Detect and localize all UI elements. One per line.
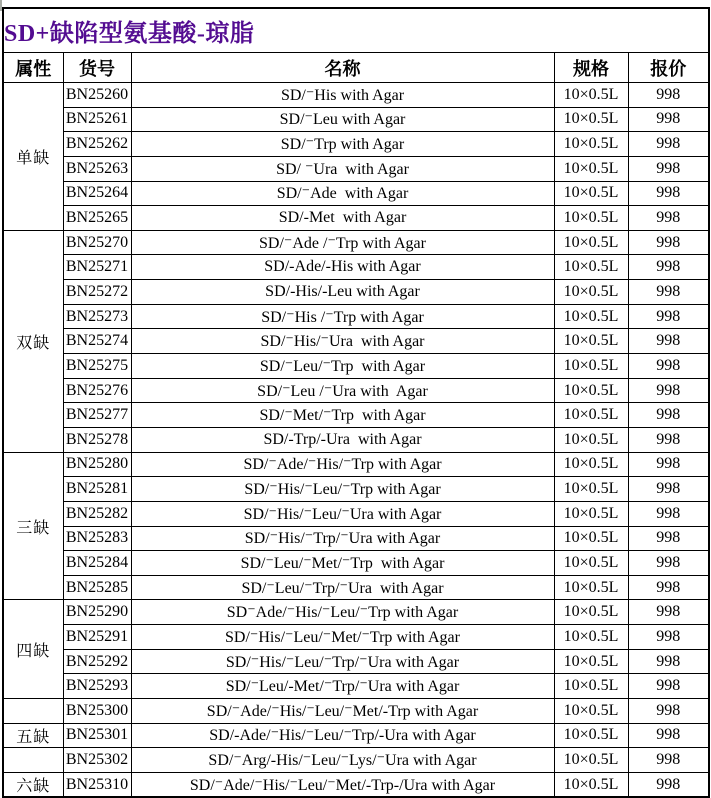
price-cell: 998 (628, 107, 709, 132)
header-row (3, 53, 709, 83)
table-row (3, 255, 709, 280)
group-label-empty (3, 699, 63, 724)
name-cell: SD/⁻Ade with Agar (131, 181, 554, 206)
price-cell: 998 (628, 674, 709, 699)
table-row (3, 156, 709, 181)
sku-cell: BN25274 (63, 329, 131, 354)
price-cell: 998 (628, 255, 709, 280)
spec-cell: 10×0.5L (554, 477, 628, 502)
price-cell: 998 (628, 304, 709, 329)
table-row (3, 674, 709, 699)
sku-cell: BN25263 (63, 156, 131, 181)
table-row (3, 107, 709, 132)
spec-cell: 10×0.5L (554, 403, 628, 428)
name-cell: SD/⁻His/⁻Leu/⁻Trp/⁻Ura with Agar (131, 649, 554, 674)
name-cell: SD/⁻Leu/⁻Trp/⁻Ura with Agar (131, 575, 554, 600)
name-cell: SD/⁻Ade /⁻Trp with Agar (131, 230, 554, 255)
name-cell: SD/⁻His with Agar (131, 83, 554, 108)
spec-cell: 10×0.5L (554, 304, 628, 329)
price-cell: 998 (628, 625, 709, 650)
spec-cell: 10×0.5L (554, 452, 628, 477)
group-label-triple-dropout: 三缺 (3, 452, 63, 600)
sku-cell: BN25310 (63, 772, 131, 797)
name-cell: SD/⁻Ade/⁻His/⁻Leu/⁻Met/-Trp with Agar (131, 699, 554, 724)
price-cell: 998 (628, 378, 709, 403)
product-price-table (2, 7, 710, 798)
sku-cell: BN25265 (63, 206, 131, 231)
table-row (3, 280, 709, 305)
name-cell: SD/-Ade/-His with Agar (131, 255, 554, 280)
group-label-sextuple-dropout: 六缺 (3, 772, 63, 797)
sku-cell: BN25262 (63, 132, 131, 157)
table-row (3, 83, 709, 108)
sku-cell: BN25285 (63, 575, 131, 600)
sku-cell: BN25293 (63, 674, 131, 699)
spec-cell: 10×0.5L (554, 699, 628, 724)
group-label-quadruple-dropout: 四缺 (3, 600, 63, 699)
spec-cell: 10×0.5L (554, 674, 628, 699)
table-row (3, 526, 709, 551)
price-cell: 998 (628, 83, 709, 108)
table-row (3, 748, 709, 773)
sku-cell: BN25261 (63, 107, 131, 132)
table-row (3, 699, 709, 724)
sku-cell: BN25281 (63, 477, 131, 502)
table-row (3, 378, 709, 403)
sku-cell: BN25271 (63, 255, 131, 280)
spec-cell: 10×0.5L (554, 723, 628, 748)
sku-cell: BN25302 (63, 748, 131, 773)
price-cell: 998 (628, 156, 709, 181)
name-cell: SD/⁻His/⁻Leu/⁻Trp with Agar (131, 477, 554, 502)
price-cell: 998 (628, 748, 709, 773)
name-cell: SD/⁻His /⁻Trp with Agar (131, 304, 554, 329)
col-header-code: 货号 (63, 53, 131, 83)
price-cell: 998 (628, 600, 709, 625)
spec-cell: 10×0.5L (554, 83, 628, 108)
table-row (3, 649, 709, 674)
spec-cell: 10×0.5L (554, 230, 628, 255)
spec-cell: 10×0.5L (554, 427, 628, 452)
spec-cell: 10×0.5L (554, 772, 628, 797)
price-cell: 998 (628, 132, 709, 157)
price-cell: 998 (628, 649, 709, 674)
spec-cell: 10×0.5L (554, 649, 628, 674)
spec-cell: 10×0.5L (554, 181, 628, 206)
table-row (3, 206, 709, 231)
table-row (3, 329, 709, 354)
spec-cell: 10×0.5L (554, 255, 628, 280)
price-cell: 998 (628, 206, 709, 231)
group-label-single-dropout: 单缺 (3, 83, 63, 231)
price-cell: 998 (628, 526, 709, 551)
name-cell: SD/⁻His/⁻Leu/⁻Ura with Agar (131, 501, 554, 526)
spec-cell: 10×0.5L (554, 526, 628, 551)
table-row (3, 230, 709, 255)
sku-cell: BN25283 (63, 526, 131, 551)
price-cell: 998 (628, 452, 709, 477)
sku-cell: BN25290 (63, 600, 131, 625)
price-cell: 998 (628, 575, 709, 600)
name-cell: SD/⁻His/⁻Leu/⁻Met/⁻Trp with Agar (131, 625, 554, 650)
spec-cell: 10×0.5L (554, 107, 628, 132)
table-row (3, 501, 709, 526)
sku-cell: BN25273 (63, 304, 131, 329)
price-cell: 998 (628, 354, 709, 379)
spec-cell: 10×0.5L (554, 600, 628, 625)
spec-cell: 10×0.5L (554, 501, 628, 526)
spec-cell: 10×0.5L (554, 156, 628, 181)
group-label-double-dropout: 双缺 (3, 230, 63, 452)
table-row (3, 477, 709, 502)
sku-cell: BN25276 (63, 378, 131, 403)
spec-cell: 10×0.5L (554, 132, 628, 157)
group-label-empty (3, 748, 63, 773)
table-row (3, 452, 709, 477)
name-cell: SD/⁻Leu /⁻Ura with Agar (131, 378, 554, 403)
spec-cell: 10×0.5L (554, 329, 628, 354)
name-cell: SD/⁻Leu/-Met/⁻Trp/⁻Ura with Agar (131, 674, 554, 699)
price-cell: 998 (628, 181, 709, 206)
table-row (3, 551, 709, 576)
sku-cell: BN25284 (63, 551, 131, 576)
name-cell: SD/⁻Trp with Agar (131, 132, 554, 157)
table-row (3, 427, 709, 452)
price-cell: 998 (628, 772, 709, 797)
table-row (3, 723, 709, 748)
sku-cell: BN25275 (63, 354, 131, 379)
name-cell: SD/-Trp/-Ura with Agar (131, 427, 554, 452)
name-cell: SD/⁻His/⁻Ura with Agar (131, 329, 554, 354)
price-cell: 998 (628, 329, 709, 354)
col-header-name: 名称 (131, 53, 554, 83)
price-cell: 998 (628, 280, 709, 305)
price-cell: 998 (628, 501, 709, 526)
spec-cell: 10×0.5L (554, 575, 628, 600)
spec-cell: 10×0.5L (554, 206, 628, 231)
sku-cell: BN25291 (63, 625, 131, 650)
col-header-price: 报价 (628, 53, 709, 83)
table-row (3, 575, 709, 600)
sku-cell: BN25292 (63, 649, 131, 674)
table-row (3, 181, 709, 206)
sku-cell: BN25280 (63, 452, 131, 477)
price-cell: 998 (628, 477, 709, 502)
sku-cell: BN25301 (63, 723, 131, 748)
table-row (3, 625, 709, 650)
price-cell: 998 (628, 723, 709, 748)
sku-cell: BN25278 (63, 427, 131, 452)
sku-cell: BN25300 (63, 699, 131, 724)
name-cell: SD/⁻Ade/⁻His/⁻Leu/⁻Met/-Trp-/Ura with Agar (131, 772, 554, 797)
price-cell: 998 (628, 699, 709, 724)
spec-cell: 10×0.5L (554, 354, 628, 379)
sku-cell: BN25270 (63, 230, 131, 255)
table-row (3, 304, 709, 329)
sku-cell: BN25260 (63, 83, 131, 108)
price-cell: 998 (628, 403, 709, 428)
spec-cell: 10×0.5L (554, 280, 628, 305)
name-cell: SD/⁻Leu with Agar (131, 107, 554, 132)
name-cell: SD/-Ade/⁻His/⁻Leu/⁻Trp/-Ura with Agar (131, 723, 554, 748)
price-cell: 998 (628, 230, 709, 255)
sku-cell: BN25277 (63, 403, 131, 428)
table-row (3, 772, 709, 797)
name-cell: SD/⁻His/⁻Trp/⁻Ura with Agar (131, 526, 554, 551)
page-title: SD+缺陷型氨基酸-琼脂 (3, 8, 709, 53)
sku-cell: BN25264 (63, 181, 131, 206)
name-cell: SD/⁻Leu/⁻Met/⁻Trp with Agar (131, 551, 554, 576)
spec-cell: 10×0.5L (554, 625, 628, 650)
group-label-quintuple-dropout: 五缺 (3, 723, 63, 748)
name-cell: SD⁻Ade/⁻His/⁻Leu/⁻Trp with Agar (131, 600, 554, 625)
spec-cell: 10×0.5L (554, 748, 628, 773)
table-row (3, 132, 709, 157)
price-cell: 998 (628, 427, 709, 452)
name-cell: SD/⁻Arg/-His/⁻Leu/⁻Lys/⁻Ura with Agar (131, 748, 554, 773)
sku-cell: BN25272 (63, 280, 131, 305)
name-cell: SD/-Met with Agar (131, 206, 554, 231)
spec-cell: 10×0.5L (554, 378, 628, 403)
table-row (3, 600, 709, 625)
table-row (3, 354, 709, 379)
spec-cell: 10×0.5L (554, 551, 628, 576)
name-cell: SD/-His/-Leu with Agar (131, 280, 554, 305)
name-cell: SD/⁻Ade/⁻His/⁻Trp with Agar (131, 452, 554, 477)
name-cell: SD/ ⁻Ura with Agar (131, 156, 554, 181)
table-row (3, 403, 709, 428)
title-row (3, 8, 709, 53)
name-cell: SD/⁻Leu/⁻Trp with Agar (131, 354, 554, 379)
col-header-spec: 规格 (554, 53, 628, 83)
sku-cell: BN25282 (63, 501, 131, 526)
price-cell: 998 (628, 551, 709, 576)
col-header-attribute: 属性 (3, 53, 63, 83)
name-cell: SD/⁻Met/⁻Trp with Agar (131, 403, 554, 428)
